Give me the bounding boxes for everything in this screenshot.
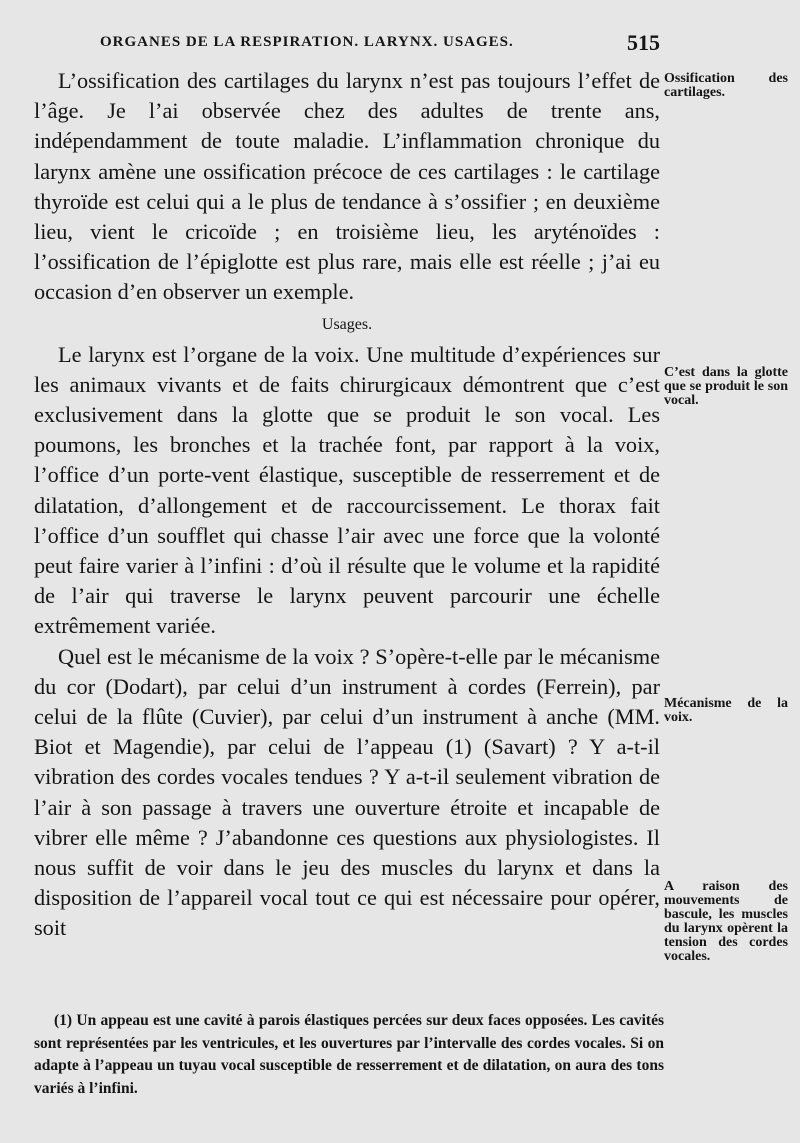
footnote-text: (1) Un appeau est une cavité à parois élastiques percées sur deux faces opposées. Les cavités sont représentées par les ventricules, et les ouvertures par l’intervalle des cordes vocales. Si on adapte à l’appeau un tuyau vocal susceptible de resserrement et de dilatation, on aura des tons variés à l’infini.: [34, 1012, 664, 1097]
margin-note-tension: A raison des mouvements de bascule, les muscles du larynx opèrent la tension des cordes vocales.: [664, 879, 788, 964]
page-number: 515: [627, 30, 660, 55]
paragraph-voice-mechanism: Quel est le mécanisme de la voix ? S’opère-t-elle par le mécanisme du cor (Dodart), par celui d’un instrument à cordes (Ferrein), par celui de la flûte (Cuvier), par celui d’un instrument à anche (MM. Biot et Magendie), par celui de l’appeau (1) (Savart) ? Y a-t-il vibration des cordes vocales tendues ? Y a-t-il seulement vibration de l’air à son passage à travers une ouverture étroite et incapable de vibrer elle même ? J’abandonne ces questions aux physiologistes. Il nous suffit de voir dans le jeu des muscles du larynx et dans la disposition de l’appareil vocal tout ce qui est nécessaire pour opérer, soit: [34, 643, 660, 941]
main-text: [34, 66, 660, 944]
section-heading-usages: Usages.: [321, 315, 373, 333]
running-header: [100, 30, 660, 56]
paragraph-larynx-voice: Le larynx est l’organe de la voix. Une multitude d’expériences sur les animaux vivants et de faits chirurgicaux démontrent que c’est exclusivement dans la glotte que se produit le son vocal. Les poumons, les bronches et la trachée font, par rapport à la voix, l’office d’un porte-vent élastique, susceptible de resserrement et de dilatation, d’allongement et de raccourcissement. Le thorax fait l’office d’un soufflet qui chasse l’air avec une force que la volonté peut faire varier à l’infini : d’où il résulte que le volume et la rapidité de l’air qui traverse le larynx peuvent parcourir une échelle extrêmement variée.: [34, 341, 660, 639]
margin-note-ossification: Ossification des cartilages.: [664, 71, 788, 100]
paragraph-ossification: L’ossification des cartilages du larynx n’est pas toujours l’effet de l’âge. Je l’ai observée chez des adultes de trente ans, indépendamment de toute maladie. L’inflammation chronique du larynx amène une ossification précoce de ces cartilages : le cartilage thyroïde est celui qui a le plus de tendance à s’ossifier ; en deuxième lieu, vient le cricoïde ; en troisième lieu, les aryténoïdes : l’ossification de l’épiglotte est plus rare, mais elle est réelle ; j’ai eu occasion d’en observer un exemple.: [34, 68, 660, 305]
header-title: ORGANES DE LA RESPIRATION. LARYNX. USAGES.: [100, 34, 514, 50]
footnote: [34, 1010, 664, 1100]
margin-note-mecanisme: Mécanisme de la voix.: [664, 696, 788, 725]
margin-note-glotte: C’est dans la glotte que se produit le son vocal.: [664, 365, 788, 408]
